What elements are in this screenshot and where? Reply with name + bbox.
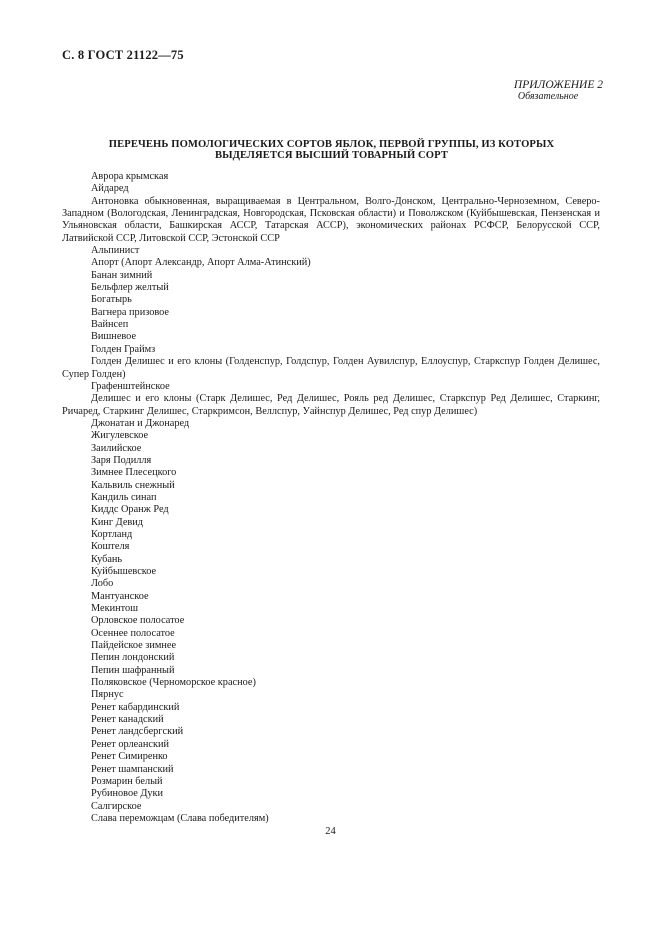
variety-item: Розмарин белый (91, 775, 163, 787)
appendix-block (514, 79, 603, 103)
variety-item: Пайдейское зимнее (91, 640, 177, 652)
variety-item: Графенштейнское (91, 380, 170, 392)
document-code: С. 8 ГОСТ 21122—75 (62, 48, 184, 62)
variety-item: Лобо (91, 578, 114, 590)
variety-item: Ренет Симиренко (91, 751, 168, 763)
variety-item: Слава переможцам (Слава победителям) (91, 812, 269, 824)
page-number: 24 (325, 826, 336, 837)
appendix-label: ПРИЛОЖЕНИЕ 2 (513, 79, 603, 91)
variety-item: Коштеля (91, 541, 130, 553)
variety-item: Киддс Оранж Ред (91, 504, 169, 516)
variety-item: Голден Граймз (91, 343, 156, 355)
variety-item: Кальвиль снежный (91, 479, 175, 491)
variety-item: Ренет орлеанский (91, 738, 169, 750)
variety-item: Вишневое (91, 331, 137, 343)
variety-item: Аврора крымская (91, 171, 169, 182)
variety-item: Кубань (91, 553, 123, 565)
variety-item: Пярнус (91, 689, 124, 701)
variety-item: Антоновка обыкновенная, выращиваемая в Центральном, Волго-Донском, Центрально-Черноземном, Северо-Западном (Вологодская, Ленинградская, Новгородская, Псковская области) и Поволжском (Куйбышевская, Пензенская и Ульяновская области, Башкирская АССР, Татарская АССР), экономических районах РСФСР, Белорусской ССР, Латвийской ССР, Литовской ССР, Эстонской ССР (62, 195, 600, 244)
variety-item: Джонатан и Джонаред (91, 417, 190, 429)
variety-item: Пепин шафранный (91, 664, 175, 676)
variety-item: Вагнера призовое (91, 306, 169, 318)
variety-item: Салгирское (91, 800, 142, 812)
variety-item: Банан зимний (91, 269, 153, 281)
variety-list (62, 171, 600, 825)
variety-item: Орловское полосатое (91, 615, 185, 627)
title-line-2: ВЫДЕЛЯЕТСЯ ВЫСШИЙ ТОВАРНЫЙ СОРТ (214, 150, 449, 162)
variety-item: Кортланд (91, 528, 133, 540)
variety-item: Поляковское (Черноморское красное) (91, 677, 256, 689)
variety-item: Пепин лондонский (91, 652, 175, 664)
variety-item: Бельфлер желтый (91, 282, 169, 294)
variety-item: Мантуанское (91, 590, 149, 602)
variety-item: Делишес и его клоны (Старк Делишес, Ред Делишес, Рояль ред Делишес, Старкспур Ред Делишес, Старкинг, Ричаред, Старкинг Делишес, Старкримсон, Веллспур, Уайнспур Делишес, Ред спур Делишес) (62, 393, 600, 417)
variety-item: Ренет ландсбергский (91, 726, 184, 738)
variety-item: Ренет канадский (91, 714, 164, 726)
variety-item: Айдаред (91, 183, 129, 195)
variety-item: Зимнее Плесецкого (91, 467, 177, 479)
variety-item: Апорт (Апорт Александр, Апорт Алма-Атинский) (91, 257, 311, 269)
title-line-1: ПЕРЕЧЕНЬ ПОМОЛОГИЧЕСКИХ СОРТОВ ЯБЛОК, ПЕРВОЙ ГРУППЫ, ИЗ КОТОРЫХ (108, 139, 555, 150)
variety-item: Мекинтош (91, 603, 139, 615)
variety-item: Заилийское (91, 442, 142, 454)
appendix-status: Обязательное (517, 91, 579, 102)
variety-item: Жигулевское (91, 430, 149, 442)
document-title (62, 139, 601, 162)
variety-item: Вайнсеп (91, 319, 129, 331)
variety-item: Ренет шампанский (91, 763, 174, 775)
variety-item: Рубиновое Дуки (91, 788, 164, 800)
variety-item: Куйбышевское (91, 566, 157, 577)
variety-item: Кинг Девид (91, 516, 144, 528)
variety-item: Голден Делишес и его клоны (Голденспур, Голдспур, Голден Аувилспур, Еллоуспур, Старкспур Голден Делишес, Супер Голден) (62, 356, 600, 380)
variety-item: Альпинист (91, 245, 140, 257)
variety-item: Ренет кабардинский (91, 701, 180, 713)
variety-item: Заря Подилля (91, 454, 152, 466)
variety-item: Кандиль синап (91, 491, 157, 503)
variety-item: Осеннее полосатое (91, 627, 175, 639)
variety-item: Богатырь (91, 294, 132, 306)
